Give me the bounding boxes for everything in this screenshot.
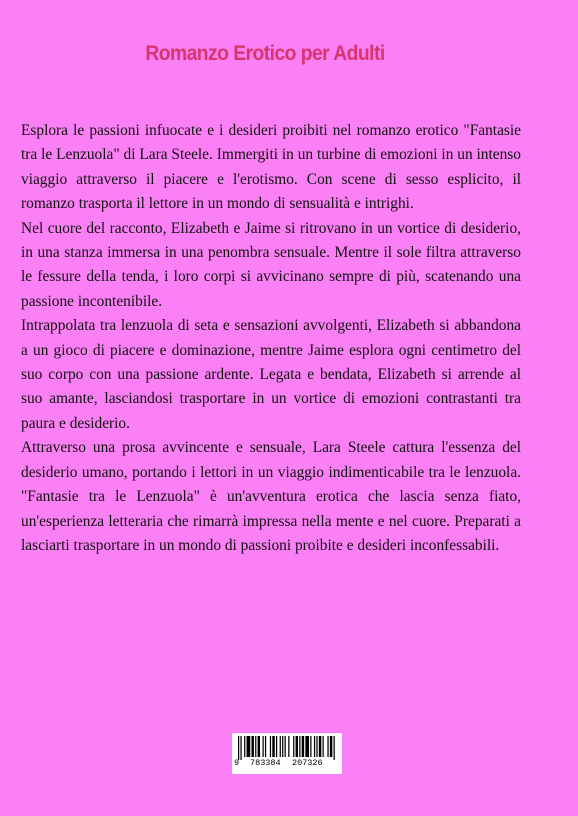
blurb-paragraph-4: Attraverso una prosa avvincente e sensuale, Lara Steele cattura l'essenza del desiderio umano, portando i lettori in un viaggio indimenticabile tra le lenzuola. "Fantasie tra le Lenzuola" è un'avventura erotica che lascia senza fiato, un'esperienza letteraria che rimarrà impressa nella mente e nel cuore. Preparati a lasciarti trasportare in un mondo di passioni proibite e desideri inconfessabili. [21, 439, 521, 554]
isbn-barcode [232, 733, 342, 774]
barcode-bar [288, 736, 289, 757]
barcode-bar [238, 736, 239, 760]
blurb-paragraph-1: Esplora le passioni infuocate e i desideri proibiti nel romanzo erotico "Fantasie tra le Lenzuola" di Lara Steele. Immergiti in un turbine di emozioni in un intenso viaggio attraverso il piacere e l'erotismo. Con scene di sesso esplicito, il romanzo trasporta il lettore in un mondo di sensualità e intrighi. [21, 122, 521, 213]
barcode-bar [334, 736, 335, 760]
barcode-digit-first: 9 [234, 758, 240, 768]
barcode-bar [265, 736, 266, 757]
barcode-bar [251, 736, 253, 757]
barcode-bar [280, 736, 281, 757]
barcode-bar [258, 736, 260, 757]
barcode-group-left: 783384 [250, 758, 281, 768]
barcode-bar [276, 736, 277, 757]
blurb-paragraph-2: Nel cuore del racconto, Elizabeth e Jaime si ritrovano in un vortice di desiderio, in una stanza immersa in una penombra sensuale. Mentre il sole filtra attraverso le fessure della tenda, i loro corpi si avvicinano sempre di più, scatenando una passione incontenibile. [21, 219, 521, 310]
barcode-bar [302, 736, 304, 757]
barcode-bar [244, 736, 245, 757]
barcode-bar [314, 736, 315, 757]
barcode-bar [323, 736, 324, 757]
barcode-bar [240, 736, 241, 760]
barcode-bar [255, 736, 256, 757]
cover-title: Romanzo Erotico per Adulti [145, 42, 385, 65]
barcode-bar [272, 736, 274, 757]
barcode-bar [330, 736, 332, 757]
barcode-bar [296, 736, 298, 757]
barcode-bar [327, 736, 328, 757]
barcode-bar [319, 736, 321, 757]
barcode-bars [238, 736, 336, 760]
barcode-bar [299, 736, 300, 757]
barcode-bar [293, 736, 294, 757]
barcode-bar [263, 736, 264, 757]
blurb-text [21, 119, 521, 558]
blurb-paragraph-3: Intrappolata tra lenzuola di seta e sensazioni avvolgenti, Elizabeth si abbandona a un gioco di piacere e dominazione, mentre Jaime esplora ogni centimetro del suo corpo con una passione ardente. Legata e bendata, Elizabeth si arrende al suo amante, lasciandosi trasportare in un vortice di emozioni contrastanti tra paura e desiderio. [21, 317, 521, 432]
barcode-bar [285, 736, 286, 757]
barcode-bar [247, 736, 251, 757]
barcode-bar [310, 736, 311, 757]
barcode-bar [270, 736, 271, 757]
barcode-digits [232, 758, 342, 770]
barcode-bar [305, 736, 309, 757]
barcode-bar [282, 736, 283, 757]
barcode-bar [316, 736, 317, 757]
barcode-group-right: 207326 [292, 758, 323, 768]
